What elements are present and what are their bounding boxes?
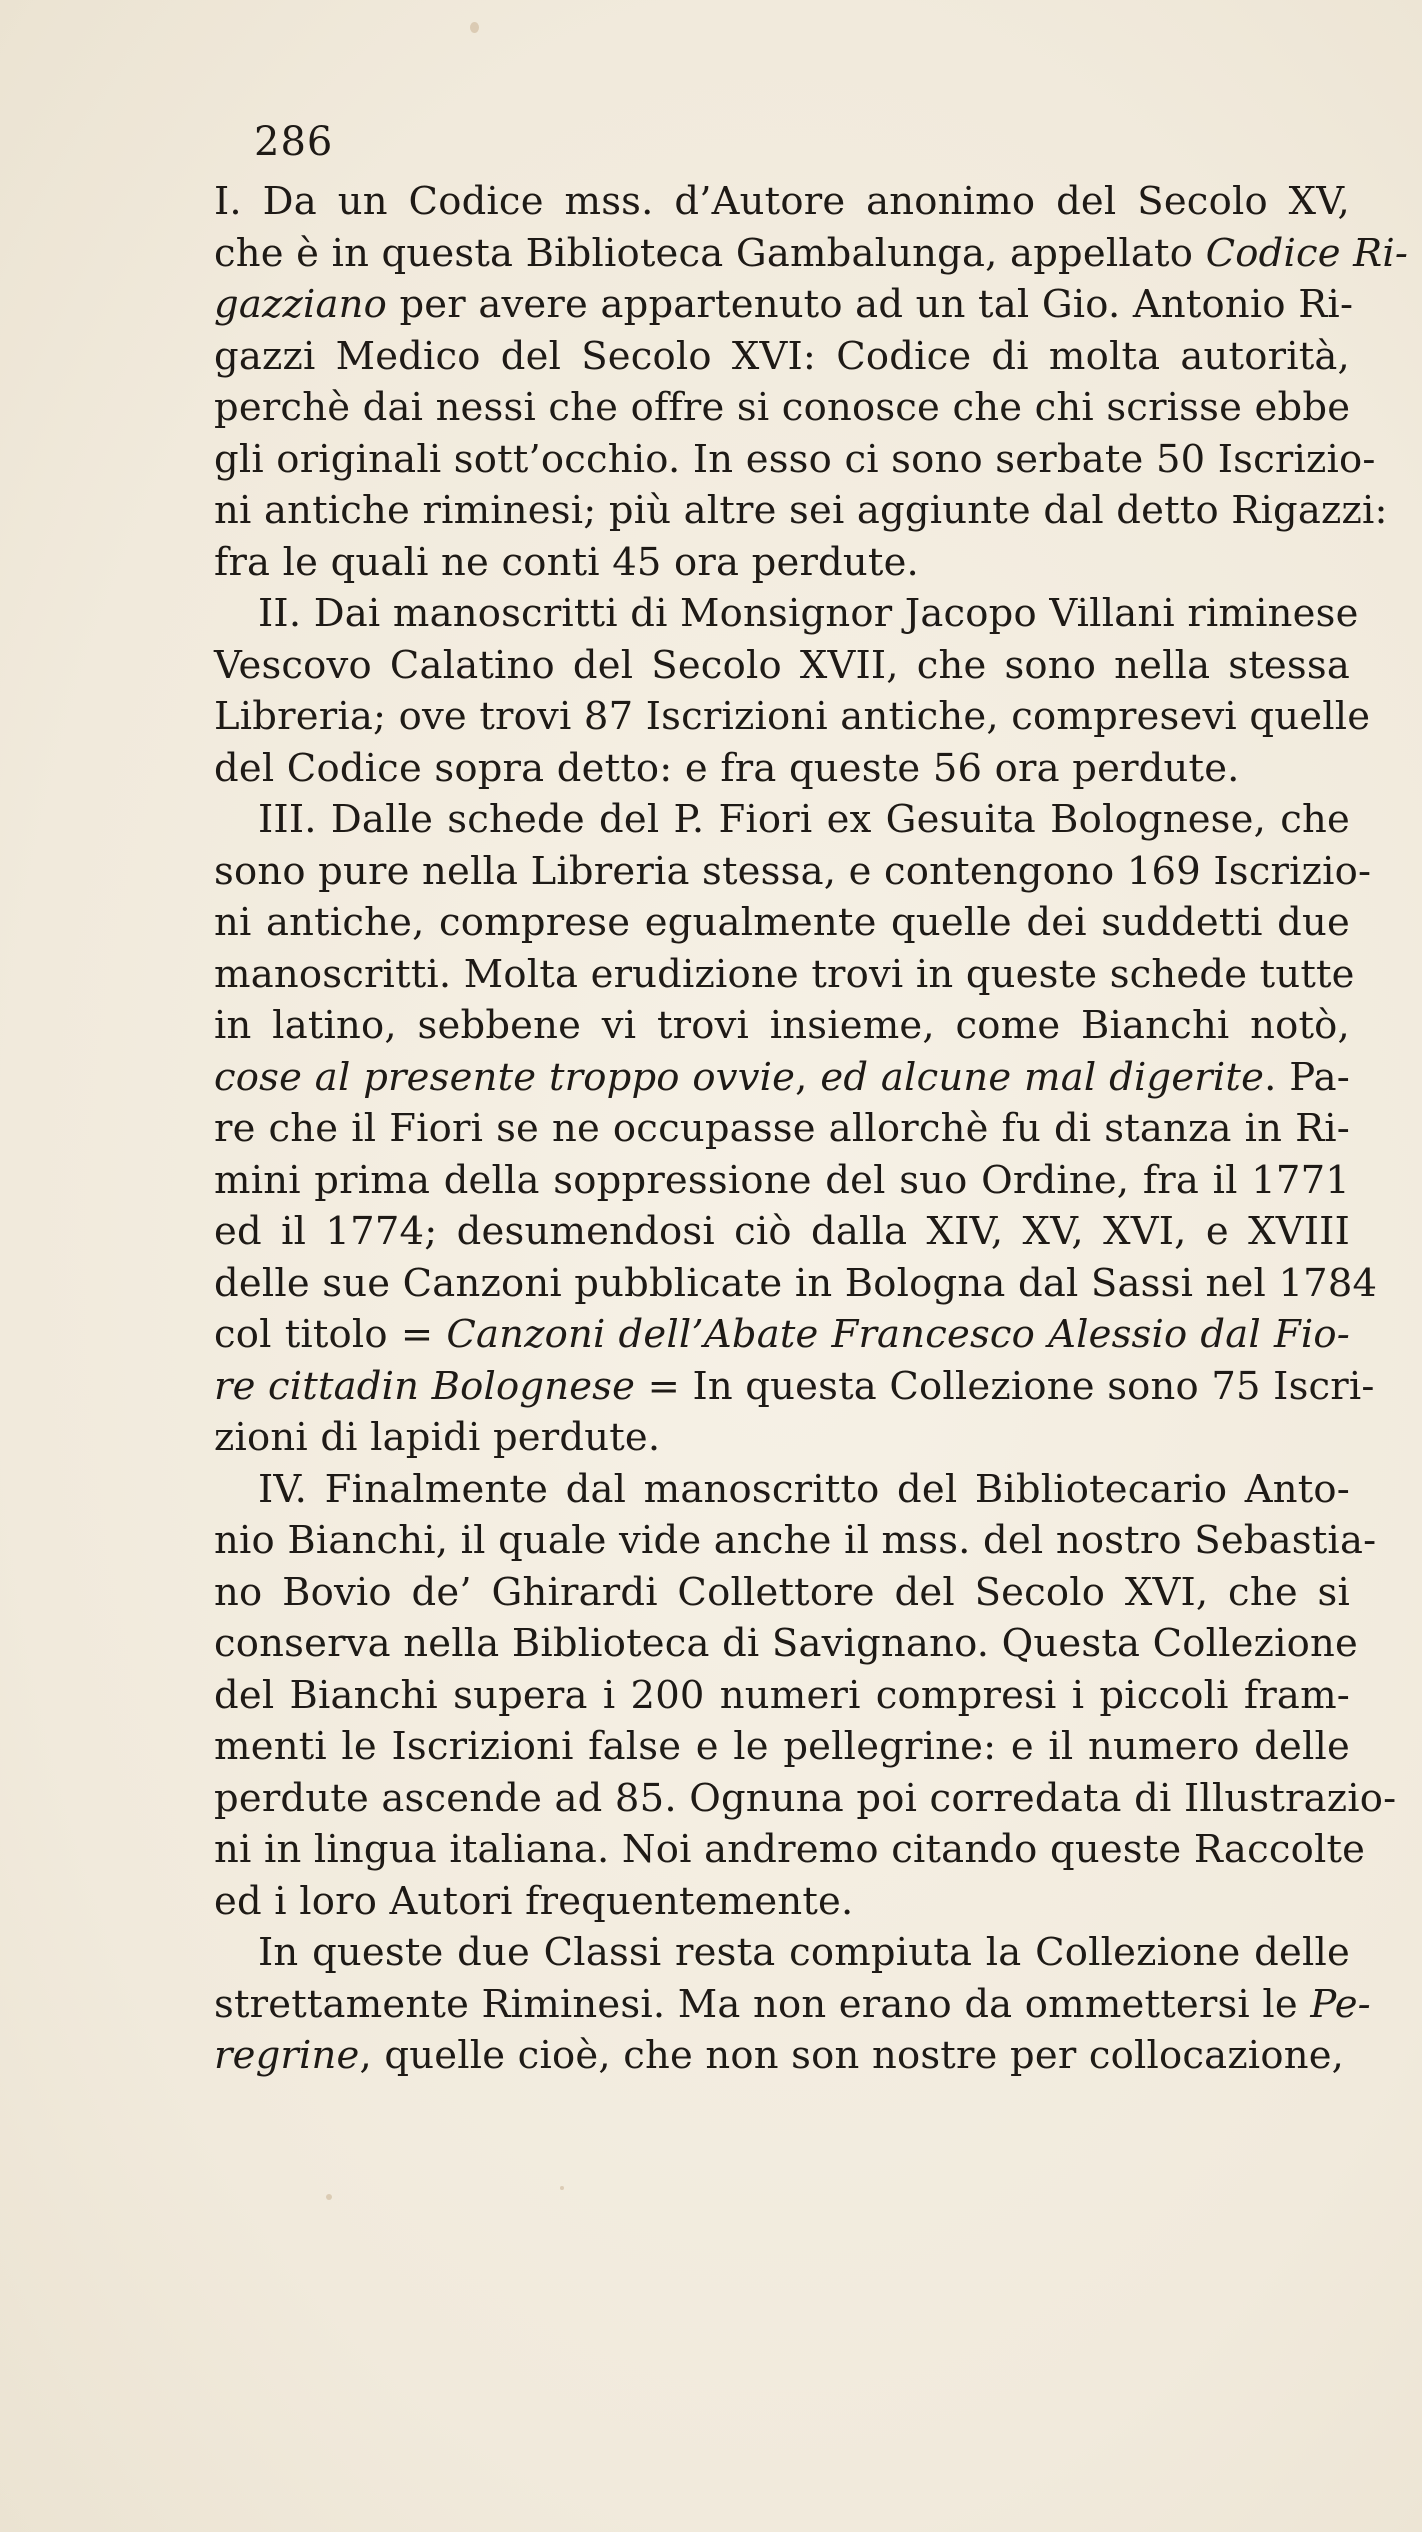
- text-line: [214, 1103, 1350, 1155]
- paragraph: [214, 794, 1378, 1464]
- text-run: gli originali sott’occhio. In esso ci sono serbate 50 Iscrizio-: [214, 436, 1376, 482]
- italic-text: Pe-: [1310, 1981, 1371, 2027]
- text-run: per avere appartenuto ad un tal Gio. Antonio Ri-: [387, 282, 1354, 327]
- text-run: del Bianchi supera i 200 numeri compresi i piccoli fram-: [214, 1672, 1350, 1718]
- text-line: [214, 331, 1350, 383]
- text-run: perchè dai nessi che offre si conosce che chi scrisse ebbe: [214, 385, 1351, 430]
- text-line: [214, 434, 1376, 486]
- text-run: manoscritti. Molta erudizione trovi in queste schede tutte: [214, 951, 1355, 997]
- text-line: [214, 1773, 1397, 1825]
- text-run: gazzi Medico del Secolo XVI: Codice di molta autorità,: [214, 333, 1350, 379]
- text-line: [214, 1670, 1350, 1722]
- text-line: [214, 1309, 1350, 1361]
- text-run: . Pa-: [1264, 1054, 1350, 1100]
- italic-text: Canzoni dell’Abate Francesco Alessio dal Fio-: [446, 1312, 1350, 1357]
- text-line: [214, 1000, 1350, 1052]
- text-line: [214, 1618, 1359, 1670]
- text-line: [214, 1515, 1377, 1567]
- text-run: mini prima della soppressione del suo Ordine, fra il 1771: [214, 1157, 1350, 1203]
- text-run: in latino, sebbene vi trovi insieme, come Bianchi notò,: [214, 1003, 1350, 1048]
- italic-text: cose al presente troppo ovvie: [214, 1054, 796, 1100]
- text-line: [214, 1361, 1375, 1413]
- text-run: strettamente Riminesi. Ma non erano da ommettersi le: [214, 1981, 1311, 2027]
- text-run: , quelle cioè, che non son nostre per collocazione,: [359, 2033, 1345, 2078]
- paper-speck: [470, 22, 479, 33]
- italic-text: re cittadin Bolognese: [214, 1363, 636, 1409]
- text-line: [214, 846, 1372, 898]
- text-line: [214, 1206, 1350, 1258]
- text-run: nio Bianchi, il quale vide anche il mss. del nostro Sebastia-: [214, 1518, 1377, 1563]
- text-line: [214, 1876, 1350, 1928]
- text-line: [214, 1567, 1350, 1619]
- text-line: [214, 382, 1350, 434]
- text-run: conserva nella Biblioteca di Savignano. Questa Collezione: [214, 1621, 1359, 1666]
- text-line: [214, 1721, 1350, 1773]
- italic-text: regrine: [214, 2033, 360, 2078]
- body-text: [214, 176, 1409, 2082]
- text-run: del Codice sopra detto: e fra queste 56 ora perdute.: [214, 745, 1240, 791]
- text-run: re che il Fiori se ne occupasse allorchè fu di stanza in Ri-: [214, 1106, 1350, 1151]
- paragraph: [214, 176, 1409, 588]
- text-run: ,: [795, 1054, 821, 1100]
- text-line: [214, 537, 1350, 589]
- text-run: ed il 1774; desumendosi ciò dalla XIV, XV, XVI, e XVIII: [214, 1209, 1350, 1254]
- text-run: ni in lingua italiana. Noi andremo citando queste Raccolte: [214, 1827, 1366, 1872]
- text-line: [214, 794, 1350, 846]
- text-run: ni antiche riminesi; più altre sei aggiunte dal detto Rigazzi:: [214, 488, 1388, 533]
- text-run: no Bovio de’ Ghirardi Collettore del Secolo XVI, che si: [214, 1569, 1350, 1615]
- text-line: [214, 2030, 1350, 2082]
- paragraph: [214, 1927, 1371, 2082]
- paper-speck: [560, 2186, 564, 2190]
- text-line: [214, 485, 1388, 537]
- italic-text: gazziano: [214, 282, 388, 327]
- text-line: [214, 897, 1350, 949]
- text-run: = In questa Collezione sono 75 Iscri-: [635, 1363, 1375, 1409]
- text-run: In queste due Classi resta compiuta la Collezione delle: [258, 1930, 1350, 1975]
- text-line: [214, 949, 1355, 1001]
- text-line: [214, 1927, 1350, 1979]
- text-line: [214, 1412, 1350, 1464]
- text-run: perdute ascende ad 85. Ognuna poi corredata di Illustrazio-: [214, 1775, 1397, 1821]
- page-number: 286: [254, 119, 334, 165]
- text-line: [214, 691, 1371, 743]
- text-line: [214, 1155, 1350, 1207]
- text-run: Vescovo Calatino del Secolo XVII, che sono nella stessa: [214, 642, 1350, 688]
- text-run: III. Dalle schede del P. Fiori ex Gesuita Bolognese, che: [258, 797, 1350, 842]
- text-run: delle sue Canzoni pubblicate in Bologna dal Sassi nel 1784: [214, 1260, 1378, 1306]
- text-line: [214, 1052, 1350, 1104]
- text-line: [214, 1824, 1366, 1876]
- text-line: [214, 1464, 1350, 1516]
- text-run: Libreria; ove trovi 87 Iscrizioni antiche, compresevi quelle: [214, 694, 1371, 739]
- text-run: fra le quali ne conti 45 ora perdute.: [214, 539, 919, 585]
- text-line: [214, 228, 1409, 280]
- text-run: zioni di lapidi perdute.: [214, 1415, 661, 1460]
- text-run: sono pure nella Libreria stessa, e contengono 169 Iscrizio-: [214, 848, 1372, 894]
- text-run: IV. Finalmente dal manoscritto del Bibliotecario Anto-: [258, 1466, 1350, 1512]
- text-run: I. Da un Codice mss. d’Autore anonimo del Secolo XV,: [214, 179, 1350, 224]
- text-line: [214, 1979, 1371, 2031]
- paper-speck: [326, 2194, 332, 2200]
- italic-text: Codice Ri-: [1205, 230, 1409, 276]
- text-run: menti le Iscrizioni false e le pellegrine: e il numero delle: [214, 1724, 1350, 1769]
- text-run: che è in questa Biblioteca Gambalunga, appellato: [214, 230, 1206, 276]
- text-line: [214, 588, 1359, 640]
- paragraph: [214, 1464, 1397, 1928]
- text-run: ni antiche, comprese egualmente quelle dei suddetti due: [214, 900, 1350, 945]
- text-line: [214, 743, 1350, 795]
- text-line: [214, 1258, 1378, 1310]
- paragraph: [214, 588, 1371, 794]
- text-run: ed i loro Autori frequentemente.: [214, 1878, 854, 1924]
- text-run: col titolo =: [214, 1312, 447, 1357]
- text-run: II. Dai manoscritti di Monsignor Jacopo Villani riminese: [258, 591, 1359, 636]
- text-line: [214, 279, 1354, 331]
- italic-text: ed alcune mal digerite: [820, 1054, 1265, 1100]
- text-line: [214, 176, 1350, 228]
- text-line: [214, 640, 1350, 692]
